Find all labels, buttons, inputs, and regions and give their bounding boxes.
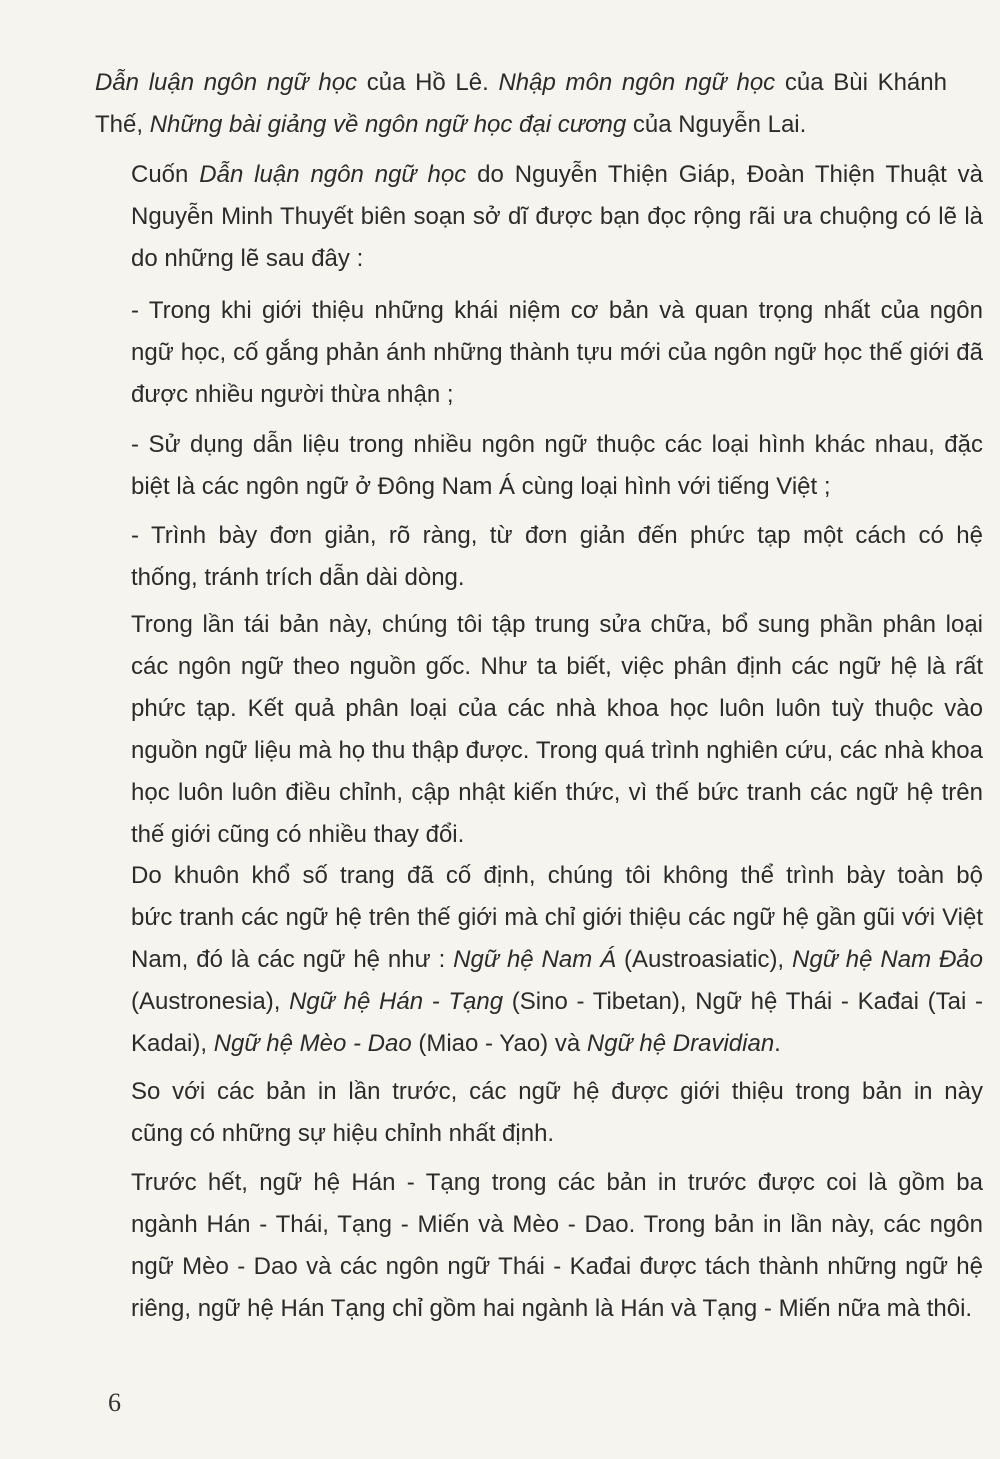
text-run: Trước hết, ngữ hệ Hán - Tạng trong các bản in trước được coi là gồm ba xyxy=(131,1169,983,1196)
text-run: (Miao - Yao) và xyxy=(411,1030,587,1057)
text-run: các ngôn ngữ theo nguồn gốc. Như ta biết, việc phân định các ngữ hệ là rất xyxy=(131,653,983,680)
text-run: thống, tránh trích dẫn dài dòng. xyxy=(131,564,465,591)
text-run: Nguyễn Minh Thuyết biên soạn sở dĩ được bạn đọc rộng rãi ưa chuộng có lẽ là xyxy=(131,203,983,230)
text-run: bức tranh các ngữ hệ trên thế giới mà chỉ giới thiệu các ngữ hệ gần gũi với Việt xyxy=(131,904,983,931)
text-line xyxy=(131,1288,983,1330)
text-run: biệt là các ngôn ngữ ở Đông Nam Á cùng loại hình với tiếng Việt ; xyxy=(131,473,831,500)
text-run: được nhiều người thừa nhận ; xyxy=(131,381,454,408)
paragraph-4 xyxy=(95,424,983,508)
text-line xyxy=(131,772,983,814)
text-line xyxy=(131,424,983,466)
text-line xyxy=(131,814,983,856)
text-line xyxy=(131,981,983,1023)
text-run: học luôn luôn điều chỉnh, cập nhật kiến thức, vì thế bức tranh các ngữ hệ trên xyxy=(131,779,983,806)
text-run: ngữ Mèo - Dao và các ngôn ngữ Thái - Kađai được tách thành những ngữ hệ xyxy=(131,1253,983,1280)
italic-title-text: Nhập môn ngôn ngữ học xyxy=(498,69,776,96)
text-line xyxy=(131,466,983,508)
text-line xyxy=(131,1246,983,1288)
italic-title-text: Những bài giảng về ngôn ngữ học đại cương xyxy=(149,111,627,138)
paragraph-1 xyxy=(95,62,947,146)
italic-title-text: Ngữ hệ Mèo - Dao xyxy=(213,1030,412,1057)
italic-title-text: Dẫn luận ngôn ngữ học xyxy=(199,161,467,188)
text-run: ngành Hán - Thái, Tạng - Miến và Mèo - Dao. Trong bản in lần này, các ngôn xyxy=(131,1211,983,1238)
text-line xyxy=(95,62,947,104)
text-run: Nam, đó là các ngữ hệ như : xyxy=(131,946,454,973)
text-run: Kadai), xyxy=(131,1030,214,1057)
text-line xyxy=(95,104,947,146)
text-run: thế giới cũng có nhiều thay đổi. xyxy=(131,821,465,848)
text-run: Trong lần tái bản này, chúng tôi tập trung sửa chữa, bổ sung phần phân loại xyxy=(131,611,983,638)
italic-title-text: Dẫn luận ngôn ngữ học xyxy=(95,69,358,96)
text-run: So với các bản in lần trước, các ngữ hệ được giới thiệu trong bản in này xyxy=(131,1078,983,1105)
text-run: riêng, ngữ hệ Hán Tạng chỉ gồm hai ngành là Hán và Tạng - Miến nữa mà thôi. xyxy=(131,1295,973,1322)
text-line xyxy=(131,730,983,772)
italic-title-text: Ngữ hệ Hán - Tạng xyxy=(289,988,504,1015)
text-line xyxy=(131,290,983,332)
text-run: (Sino - Tibetan), Ngữ hệ Thái - Kađai (Tai - xyxy=(503,988,983,1015)
text-run: Thế, xyxy=(95,111,150,138)
text-run: Do khuôn khổ số trang đã cố định, chúng tôi không thể trình bày toàn bộ xyxy=(131,862,983,889)
paragraph-5 xyxy=(95,515,983,599)
text-line xyxy=(131,154,983,196)
paragraph-6 xyxy=(95,604,983,856)
page-number: 6 xyxy=(108,1388,121,1417)
text-line xyxy=(131,515,983,557)
text-line xyxy=(131,646,983,688)
paragraph-7 xyxy=(95,855,983,1065)
text-run: cũng có những sự hiệu chỉnh nhất định. xyxy=(131,1120,555,1147)
text-line xyxy=(131,196,983,238)
text-line xyxy=(131,604,983,646)
text-run: - Sử dụng dẫn liệu trong nhiều ngôn ngữ thuộc các loại hình khác nhau, đặc xyxy=(131,431,983,458)
paragraph-3 xyxy=(95,290,983,416)
text-run: phức tạp. Kết quả phân loại của các nhà khoa học luôn luôn tuỳ thuộc vào xyxy=(131,695,983,722)
text-run: ngữ học, cố gắng phản ánh những thành tựu mới của ngôn ngữ học thế giới đã xyxy=(131,339,983,366)
text-run: - Trong khi giới thiệu những khái niệm cơ bản và quan trọng nhất của ngôn xyxy=(131,297,983,324)
italic-title-text: Ngữ hệ Nam Đảo xyxy=(792,946,984,973)
text-run: Cuốn xyxy=(131,161,200,188)
text-run: . xyxy=(774,1030,781,1057)
text-run: của Nguyễn Lai. xyxy=(626,111,807,138)
text-line xyxy=(131,1023,983,1065)
text-run: (Austroasiatic), xyxy=(616,946,793,973)
text-line xyxy=(131,557,983,599)
text-line xyxy=(131,1071,983,1113)
paragraph-9 xyxy=(95,1162,983,1330)
text-run: của Bùi Khánh xyxy=(775,69,947,96)
paragraph-8 xyxy=(95,1071,983,1155)
italic-title-text: Ngữ hệ Nam Á xyxy=(453,946,617,973)
text-line xyxy=(131,374,983,416)
text-run: - Trình bày đơn giản, rõ ràng, từ đơn giản đến phức tạp một cách có hệ xyxy=(131,522,983,549)
paragraph-2 xyxy=(95,154,983,280)
text-line xyxy=(131,332,983,374)
italic-title-text: Ngữ hệ Dravidian xyxy=(586,1030,775,1057)
text-line xyxy=(131,897,983,939)
text-run: do những lẽ sau đây : xyxy=(131,245,364,272)
text-run: (Austronesia), xyxy=(131,988,290,1015)
text-line xyxy=(131,688,983,730)
text-run: nguồn ngữ liệu mà họ thu thập được. Trong quá trình nghiên cứu, các nhà khoa xyxy=(131,737,983,764)
text-line xyxy=(131,238,983,280)
text-line xyxy=(131,1162,983,1204)
text-run: do Nguyễn Thiện Giáp, Đoàn Thiện Thuật và xyxy=(466,161,983,188)
text-line xyxy=(131,939,983,981)
text-run: của Hồ Lê. xyxy=(357,69,499,96)
text-line xyxy=(131,1113,983,1155)
text-line xyxy=(131,855,983,897)
text-line xyxy=(131,1204,983,1246)
